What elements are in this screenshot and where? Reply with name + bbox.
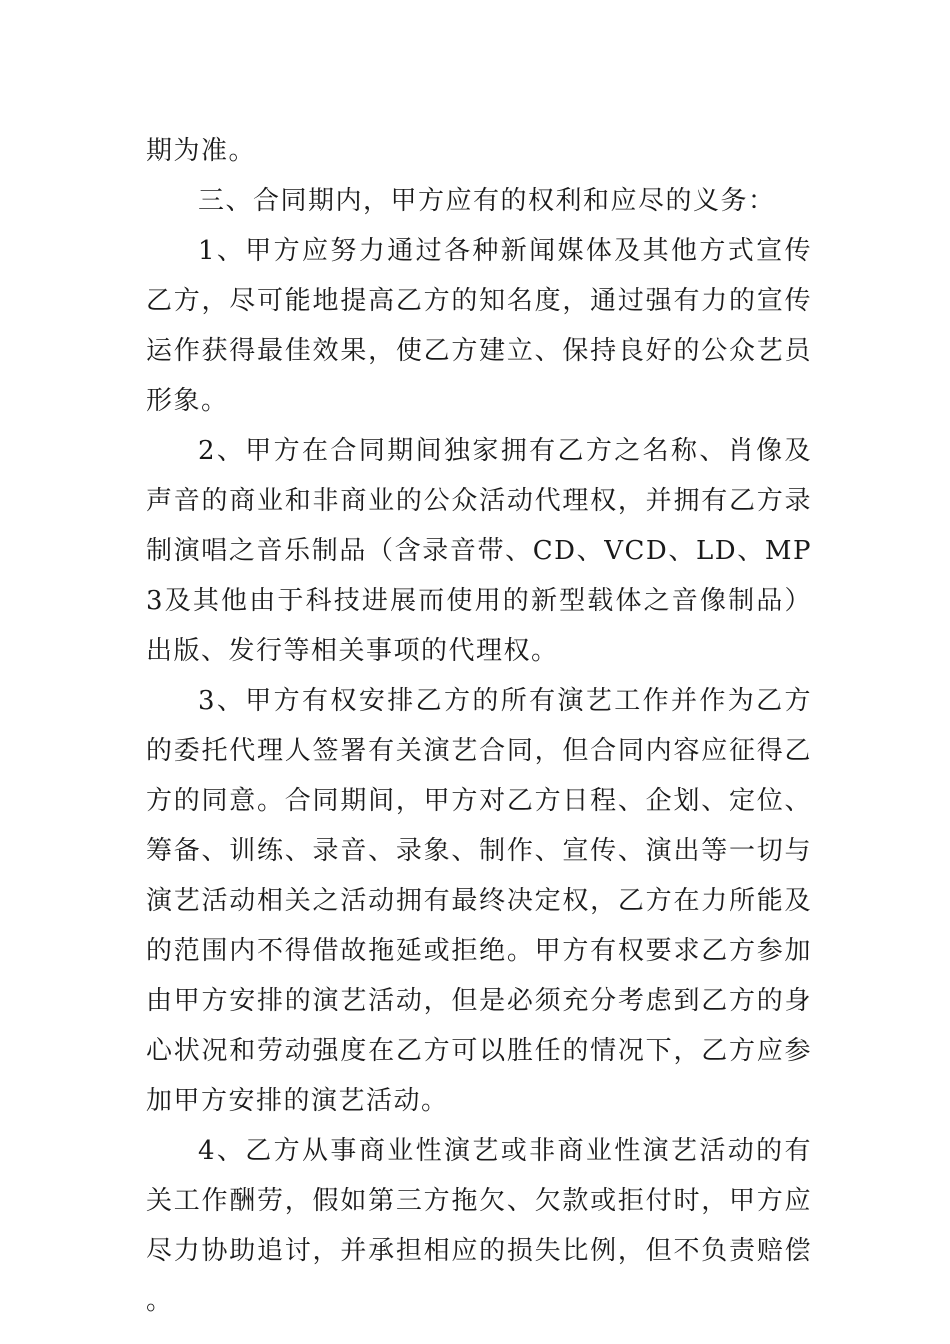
paragraph-continuation: 期为准。: [146, 136, 257, 166]
clause-3-paragraph: 3、甲方有权安排乙方的所有演艺工作并作为乙方的委托代理人签署有关演艺合同，但合同内容应征得乙方的同意。合同期间，甲方对乙方日程、企划、定位、筹备、训练、录音、录象、制作、宣传、演出等一切与演艺活动相关之活动拥有最终决定权，乙方在力所能及的范围内不得借故拖延或拒绝。甲方有权要求乙方参加由甲方安排的演艺活动，但是必须充分考虑到乙方的身心状况和劳动强度在乙方可以胜任的情况下，乙方应参加甲方安排的演艺活动。: [146, 686, 812, 1116]
clause-4-paragraph: 4、乙方从事商业性演艺或非商业性演艺活动的有关工作酬劳，假如第三方拖欠、欠款或拒付时，甲方应尽力协助追讨，并承担相应的损失比例，但不负责赔偿。: [146, 1136, 812, 1316]
section-3-heading: 三、合同期内，甲方应有的权利和应尽的义务：: [198, 186, 776, 216]
clause-1-paragraph: 1、甲方应努力通过各种新闻媒体及其他方式宣传乙方，尽可能地提高乙方的知名度，通过强有力的宣传运作获得最佳效果，使乙方建立、保持良好的公众艺员形象。: [146, 236, 812, 416]
contract-body: [146, 126, 812, 1326]
clause-2-paragraph: 2、甲方在合同期间独家拥有乙方之名称、肖像及声音的商业和非商业的公众活动代理权，并拥有乙方录制演唱之音乐制品（含录音带、CD、VCD、LD、MP3及其他由于科技进展而使用的新型载体之音像制品）出版、发行等相关事项的代理权。: [146, 436, 812, 666]
